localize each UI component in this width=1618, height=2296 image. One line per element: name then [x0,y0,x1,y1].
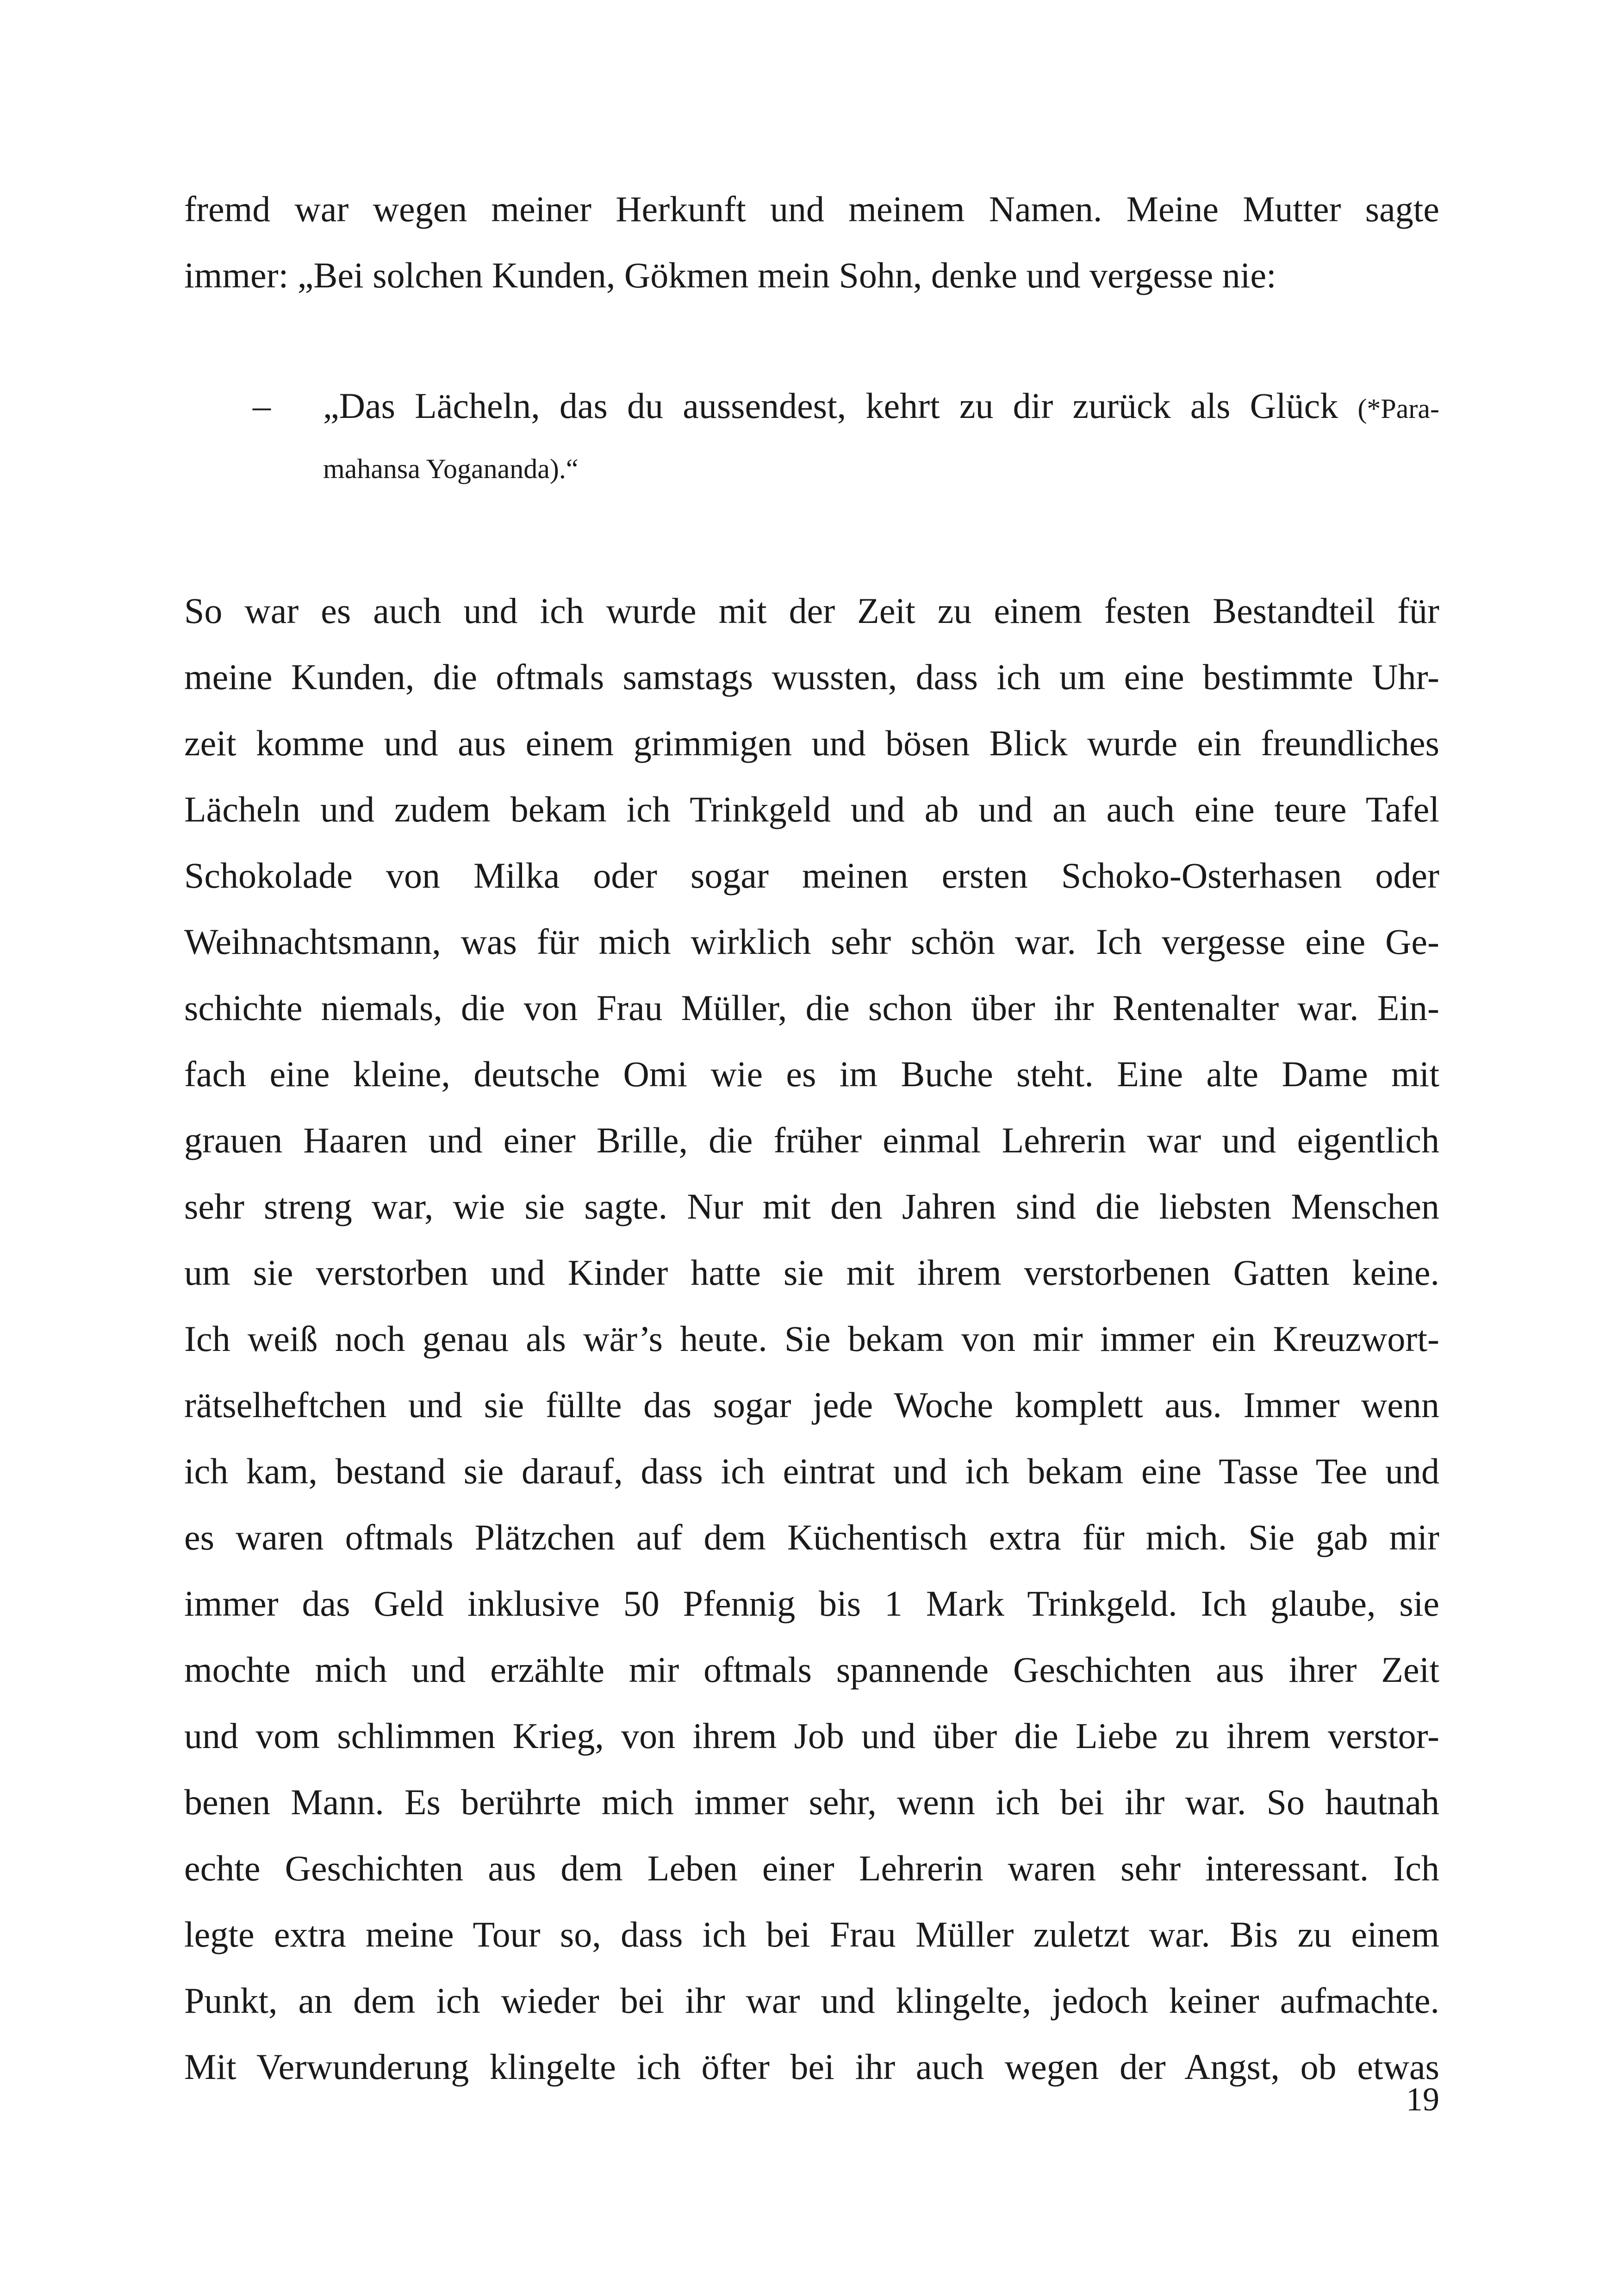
page-number: 19 [1406,2081,1439,2118]
intro-line-2: immer: „Bei solchen Kunden, Gökmen mein Sohn, denke und vergesse nie: [184,255,1276,295]
body-line: schichte niemals, die von Frau Müller, die schon über ihr Rentenalter war. Ein- [184,988,1439,1028]
quote-line-1 [323,373,1439,439]
body-line: Weihnachtsmann, was für mich wirklich sehr schön war. Ich vergesse eine Ge- [184,921,1439,962]
body-line: ich kam, bestand sie darauf, dass ich eintrat und ich bekam eine Tasse Tee und [184,1451,1439,1491]
body-line: echte Geschichten aus dem Leben einer Lehrerin waren sehr interessant. Ich [184,1848,1439,1888]
body-paragraph [184,578,1439,2100]
quote-attribution-end: mahansa Yogananda).“ [323,454,579,484]
body-line: Schokolade von Milka oder sogar meinen ersten Schoko-Osterhasen oder [184,855,1439,896]
body-line: meine Kunden, die oftmals samstags wussten, dass ich um eine bestimmte Uhr- [184,657,1439,697]
list-dash: – [253,386,271,426]
body-line: zeit komme und aus einem grimmigen und bösen Blick wurde ein freundliches [184,723,1439,763]
body-line: Punkt, an dem ich wieder bei ihr war und klingelte, jedoch keiner aufmachte. [184,1980,1439,2021]
intro-line-1: fremd war wegen meiner Herkunft und meinem Namen. Meine Mutter sagte [184,189,1439,229]
body-line: grauen Haaren und einer Brille, die früher einmal Lehrerin war und eigentlich [184,1120,1439,1160]
quote-list-item [184,373,1439,499]
quote-attribution-start: (*Para- [1357,393,1440,424]
body-line: immer das Geld inklusive 50 Pfennig bis 1 Mark Trinkgeld. Ich glaube, sie [184,1583,1439,1624]
body-line: es waren oftmals Plätzchen auf dem Küchentisch extra für mich. Sie gab mir [184,1517,1439,1557]
body-line: Mit Verwunderung klingelte ich öfter bei ihr auch wegen der Angst, ob etwas [184,2047,1439,2087]
quote-text: „Das Lächeln, das du aussendest, kehrt zu dir zurück als Glück [323,386,1338,426]
body-line: fach eine kleine, deutsche Omi wie es im Buche steht. Eine alte Dame mit [184,1054,1439,1094]
body-line: mochte mich und erzählte mir oftmals spannende Geschichten aus ihrer Zeit [184,1649,1439,1690]
body-line: rätselheftchen und sie füllte das sogar jede Woche komplett aus. Immer wenn [184,1385,1439,1425]
body-line: legte extra meine Tour so, dass ich bei Frau Müller zuletzt war. Bis zu einem [184,1914,1439,1954]
body-line: benen Mann. Es berührte mich immer sehr, wenn ich bei ihr war. So hautnah [184,1782,1439,1822]
body-line: Ich weiß noch genau als wär’s heute. Sie bekam von mir immer ein Kreuzwort- [184,1319,1439,1359]
body-line: und vom schlimmen Krieg, von ihrem Job und über die Liebe zu ihrem verstor- [184,1716,1439,1756]
body-line: um sie verstorben und Kinder hatte sie mit ihrem verstorbenen Gatten keine. [184,1252,1439,1293]
book-page [184,176,1439,2100]
intro-paragraph [184,176,1439,308]
body-line: sehr streng war, wie sie sagte. Nur mit den Jahren sind die liebsten Menschen [184,1186,1439,1226]
body-line: So war es auch und ich wurde mit der Zeit zu einem festen Bestandteil für [184,591,1439,631]
body-line: Lächeln und zudem bekam ich Trinkgeld und ab und an auch eine teure Tafel [184,789,1439,829]
